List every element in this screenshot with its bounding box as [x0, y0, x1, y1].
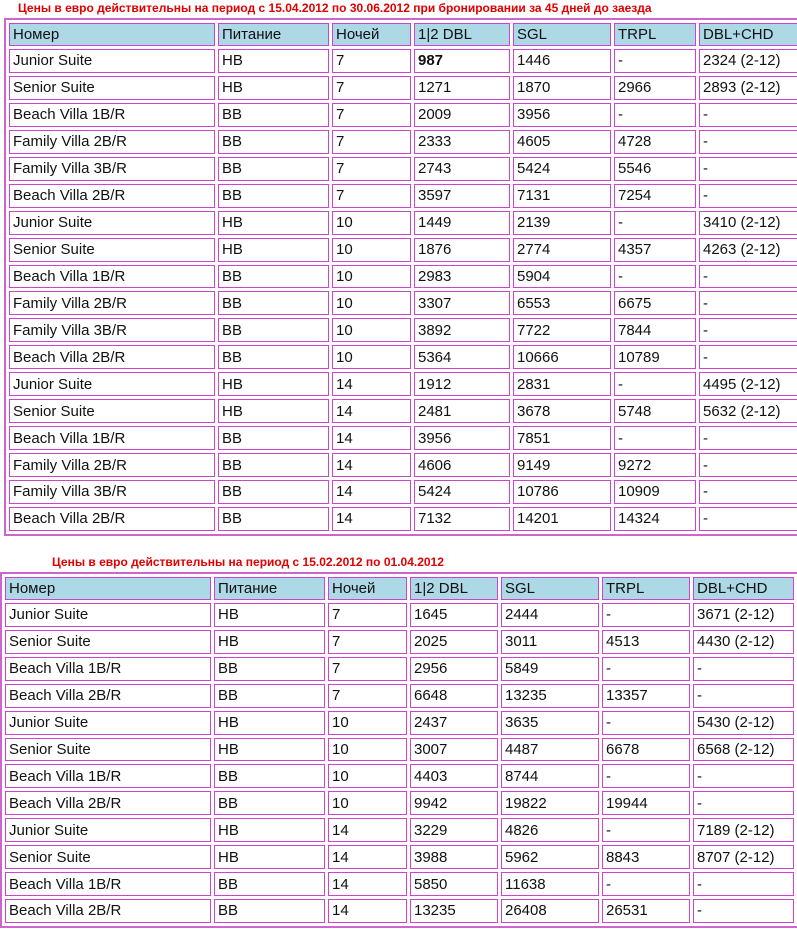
table-cell: 7189 (2-12) [693, 818, 794, 842]
table-cell: 3988 [410, 845, 498, 869]
table-cell: BB [218, 157, 329, 181]
table-cell: Beach Villa 2B/R [9, 184, 215, 208]
table-cell: 14 [328, 899, 407, 923]
table-row [9, 184, 797, 208]
table-cell: 10 [332, 238, 411, 262]
table-cell: 1645 [410, 603, 498, 627]
table-cell: Junior Suite [9, 372, 215, 396]
table-row [9, 318, 797, 342]
table-cell: - [699, 291, 797, 315]
column-header: Питание [214, 577, 325, 600]
table-cell: BB [218, 184, 329, 208]
table-cell: HB [218, 399, 329, 423]
table-row [5, 738, 794, 762]
table-row [9, 480, 797, 504]
header-row [5, 577, 794, 600]
table-cell: - [614, 49, 696, 73]
table-cell: 7 [332, 49, 411, 73]
column-header: Ночей [328, 577, 407, 600]
table-cell: 7 [332, 184, 411, 208]
table-cell: 4430 (2-12) [693, 630, 794, 654]
table-cell: 13357 [602, 684, 690, 708]
table-cell: - [699, 318, 797, 342]
table-cell: 5748 [614, 399, 696, 423]
table-cell: 987 [414, 49, 510, 73]
table-cell: HB [218, 238, 329, 262]
table-cell: HB [218, 211, 329, 235]
table-cell: 7 [328, 603, 407, 627]
table-cell: 7 [332, 130, 411, 154]
table-cell: BB [218, 507, 329, 531]
table-cell: Beach Villa 2B/R [5, 684, 211, 708]
table-cell: 14 [328, 845, 407, 869]
table-cell: 5546 [614, 157, 696, 181]
table-cell: 14 [332, 453, 411, 477]
table-cell: 5850 [410, 872, 498, 896]
table-cell: BB [214, 872, 325, 896]
column-header: TRPL [602, 577, 690, 600]
table-cell: 2966 [614, 76, 696, 100]
table-cell: 14 [332, 507, 411, 531]
table-cell: 4513 [602, 630, 690, 654]
column-header: SGL [501, 577, 599, 600]
column-header: Номер [9, 23, 215, 46]
table-cell: 14324 [614, 507, 696, 531]
table-cell: 2743 [414, 157, 510, 181]
table-cell: 6675 [614, 291, 696, 315]
table-cell: 4605 [513, 130, 611, 154]
table-cell: Junior Suite [9, 49, 215, 73]
table-cell: - [699, 103, 797, 127]
table-cell: 14 [332, 399, 411, 423]
table-cell: 5632 (2-12) [699, 399, 797, 423]
table-cell: - [614, 372, 696, 396]
table-cell: 2893 (2-12) [699, 76, 797, 100]
table-cell: 1912 [414, 372, 510, 396]
price-table-1 [4, 18, 797, 536]
table-row [9, 426, 797, 450]
table-cell: Beach Villa 2B/R [5, 791, 211, 815]
table-cell: Junior Suite [5, 818, 211, 842]
table-cell: 4403 [410, 764, 498, 788]
table-row [9, 130, 797, 154]
table-cell: Family Villa 2B/R [9, 291, 215, 315]
table-cell: HB [214, 738, 325, 762]
table-cell: BB [214, 764, 325, 788]
table-row [5, 899, 794, 923]
table-cell: Family Villa 3B/R [9, 480, 215, 504]
column-header: SGL [513, 23, 611, 46]
table-cell: Beach Villa 1B/R [9, 103, 215, 127]
table-cell: Junior Suite [5, 603, 211, 627]
table-cell: 8707 (2-12) [693, 845, 794, 869]
column-header: Ночей [332, 23, 411, 46]
table-cell: HB [214, 603, 325, 627]
table-cell: 3635 [501, 711, 599, 735]
table-cell: 2481 [414, 399, 510, 423]
table-cell: - [614, 426, 696, 450]
table-cell: HB [218, 76, 329, 100]
table-cell: 3956 [513, 103, 611, 127]
table-cell: - [699, 130, 797, 154]
table-cell: 4357 [614, 238, 696, 262]
table-cell: 1446 [513, 49, 611, 73]
table-cell: 5904 [513, 265, 611, 289]
table-cell: 14 [332, 480, 411, 504]
table-cell: 2437 [410, 711, 498, 735]
table-cell: - [693, 872, 794, 896]
table-cell: 10 [332, 265, 411, 289]
table-cell: - [602, 764, 690, 788]
table-cell: 4495 (2-12) [699, 372, 797, 396]
table-cell: 2139 [513, 211, 611, 235]
table-cell: 14 [328, 872, 407, 896]
table-cell: 1870 [513, 76, 611, 100]
table-cell: 7131 [513, 184, 611, 208]
table-row [5, 818, 794, 842]
table-cell: BB [214, 657, 325, 681]
table-cell: 7844 [614, 318, 696, 342]
table-cell: 10 [328, 791, 407, 815]
table-cell: Beach Villa 1B/R [5, 764, 211, 788]
table-cell: 5849 [501, 657, 599, 681]
table-row [9, 157, 797, 181]
table-cell: 2009 [414, 103, 510, 127]
table-cell: - [699, 157, 797, 181]
table-cell: Junior Suite [5, 711, 211, 735]
table-cell: 10 [328, 711, 407, 735]
table-cell: BB [218, 318, 329, 342]
table-cell: BB [214, 791, 325, 815]
table-row [5, 603, 794, 627]
table-cell: 4728 [614, 130, 696, 154]
table-cell: Senior Suite [9, 76, 215, 100]
table-cell: 2025 [410, 630, 498, 654]
table-cell: 2774 [513, 238, 611, 262]
table-cell: Senior Suite [5, 738, 211, 762]
table-cell: 10 [332, 211, 411, 235]
table-cell: - [614, 265, 696, 289]
table-cell: 14 [332, 372, 411, 396]
table-cell: 10909 [614, 480, 696, 504]
table-cell: - [602, 711, 690, 735]
table-row [5, 657, 794, 681]
table-cell: 26531 [602, 899, 690, 923]
table-cell: 2956 [410, 657, 498, 681]
table-cell: 14 [332, 426, 411, 450]
table-cell: Family Villa 2B/R [9, 453, 215, 477]
table-cell: Beach Villa 1B/R [9, 426, 215, 450]
table-cell: BB [218, 103, 329, 127]
table-cell: - [699, 426, 797, 450]
table-row [5, 684, 794, 708]
column-header: Номер [5, 577, 211, 600]
table1-title: Цены в евро действительны на период с 15.04.2012 по 30.06.2012 при бронировании за 45 дней до заезда [18, 1, 652, 15]
table-cell: 10 [332, 345, 411, 369]
table-cell: - [693, 764, 794, 788]
table-cell: 4826 [501, 818, 599, 842]
table-cell: BB [218, 426, 329, 450]
table-cell: 19822 [501, 791, 599, 815]
table-cell: 7722 [513, 318, 611, 342]
column-header: Питание [218, 23, 329, 46]
table-row [5, 791, 794, 815]
table-cell: - [693, 791, 794, 815]
table-row [9, 399, 797, 423]
table-cell: 13235 [501, 684, 599, 708]
table-cell: - [693, 684, 794, 708]
table-cell: 7 [328, 630, 407, 654]
table-row [5, 630, 794, 654]
table-cell: Beach Villa 1B/R [9, 265, 215, 289]
table-cell: - [699, 265, 797, 289]
column-header: 1|2 DBL [414, 23, 510, 46]
table-cell: HB [214, 818, 325, 842]
table-cell: 7 [328, 684, 407, 708]
table-cell: 2983 [414, 265, 510, 289]
table-row [9, 103, 797, 127]
table-cell: Senior Suite [5, 845, 211, 869]
table-cell: 4606 [414, 453, 510, 477]
table-cell: 5962 [501, 845, 599, 869]
column-header: 1|2 DBL [410, 577, 498, 600]
table-cell: 7254 [614, 184, 696, 208]
table-cell: BB [218, 345, 329, 369]
table-cell: 10786 [513, 480, 611, 504]
table-cell: Senior Suite [5, 630, 211, 654]
table-cell: 3307 [414, 291, 510, 315]
table-cell: 5424 [513, 157, 611, 181]
table-cell: 5424 [414, 480, 510, 504]
table-cell: 3229 [410, 818, 498, 842]
table-cell: - [699, 453, 797, 477]
table-cell: 5364 [414, 345, 510, 369]
table-row [9, 49, 797, 73]
table-cell: 3892 [414, 318, 510, 342]
table-cell: 7 [332, 157, 411, 181]
table-cell: - [614, 103, 696, 127]
column-header: TRPL [614, 23, 696, 46]
table-cell: Beach Villa 2B/R [9, 507, 215, 531]
header-row [9, 23, 797, 46]
column-header: DBL+CHD [699, 23, 797, 46]
table-cell: - [602, 603, 690, 627]
table-cell: 1271 [414, 76, 510, 100]
table-cell: 9272 [614, 453, 696, 477]
table-cell: 14 [328, 818, 407, 842]
table-cell: Senior Suite [9, 399, 215, 423]
table-cell: 19944 [602, 791, 690, 815]
table-cell: Senior Suite [9, 238, 215, 262]
table-cell: 10 [332, 291, 411, 315]
column-header: DBL+CHD [693, 577, 794, 600]
table-cell: Family Villa 2B/R [9, 130, 215, 154]
table-cell: 5430 (2-12) [693, 711, 794, 735]
table-cell: HB [218, 49, 329, 73]
table-cell: - [602, 657, 690, 681]
table-cell: - [602, 872, 690, 896]
table-cell: 1876 [414, 238, 510, 262]
table-row [9, 211, 797, 235]
table-cell: 3671 (2-12) [693, 603, 794, 627]
table-cell: 4487 [501, 738, 599, 762]
table-cell: 7851 [513, 426, 611, 450]
table-cell: - [693, 657, 794, 681]
table-cell: 14201 [513, 507, 611, 531]
table-cell: 7132 [414, 507, 510, 531]
table-row [9, 453, 797, 477]
table-cell: 3597 [414, 184, 510, 208]
table-cell: BB [218, 291, 329, 315]
table-cell: Beach Villa 1B/R [5, 872, 211, 896]
table-cell: BB [214, 899, 325, 923]
table-cell: HB [214, 711, 325, 735]
table-cell: 3956 [414, 426, 510, 450]
price-table-2 [0, 572, 797, 928]
table-cell: BB [218, 480, 329, 504]
table-row [9, 76, 797, 100]
table-row [9, 345, 797, 369]
table-cell: 7 [332, 76, 411, 100]
table-cell: 13235 [410, 899, 498, 923]
table-cell: 2444 [501, 603, 599, 627]
table-cell: - [614, 211, 696, 235]
table-cell: 9149 [513, 453, 611, 477]
table-cell: 10 [328, 738, 407, 762]
table-cell: 6678 [602, 738, 690, 762]
table-cell: - [699, 507, 797, 531]
table-row [5, 711, 794, 735]
table2-title: Цены в евро действительны на период с 15.02.2012 по 01.04.2012 [52, 555, 444, 569]
table-row [5, 764, 794, 788]
table-cell: - [699, 345, 797, 369]
table-cell: HB [214, 845, 325, 869]
table-cell: 10 [328, 764, 407, 788]
table-cell: - [693, 899, 794, 923]
table-cell: 6648 [410, 684, 498, 708]
table-cell: 2333 [414, 130, 510, 154]
table-cell: 8744 [501, 764, 599, 788]
table-cell: Family Villa 3B/R [9, 318, 215, 342]
table-cell: Beach Villa 2B/R [9, 345, 215, 369]
table-cell: BB [218, 130, 329, 154]
table-row [9, 265, 797, 289]
table-cell: - [699, 184, 797, 208]
table-cell: 10 [332, 318, 411, 342]
table-cell: - [602, 818, 690, 842]
table-cell: 2831 [513, 372, 611, 396]
table-cell: HB [214, 630, 325, 654]
table-cell: 2324 (2-12) [699, 49, 797, 73]
table-cell: 10789 [614, 345, 696, 369]
table-cell: 10666 [513, 345, 611, 369]
table-cell: 3007 [410, 738, 498, 762]
table-cell: Junior Suite [9, 211, 215, 235]
table-cell: HB [218, 372, 329, 396]
table-cell: - [699, 480, 797, 504]
table-cell: 11638 [501, 872, 599, 896]
table-cell: 3011 [501, 630, 599, 654]
table-cell: 8843 [602, 845, 690, 869]
table-row [9, 507, 797, 531]
table-cell: Family Villa 3B/R [9, 157, 215, 181]
table-cell: 9942 [410, 791, 498, 815]
table-cell: 6553 [513, 291, 611, 315]
table-cell: 6568 (2-12) [693, 738, 794, 762]
table-row [9, 238, 797, 262]
table-row [5, 845, 794, 869]
table-cell: 3678 [513, 399, 611, 423]
table-cell: 4263 (2-12) [699, 238, 797, 262]
table-cell: 7 [328, 657, 407, 681]
table-cell: Beach Villa 2B/R [5, 899, 211, 923]
table-row [9, 372, 797, 396]
table-cell: 7 [332, 103, 411, 127]
table-row [9, 291, 797, 315]
table-cell: 1449 [414, 211, 510, 235]
table-cell: BB [218, 265, 329, 289]
table-cell: BB [218, 453, 329, 477]
table-cell: 3410 (2-12) [699, 211, 797, 235]
table-row [5, 872, 794, 896]
table-cell: Beach Villa 1B/R [5, 657, 211, 681]
table-cell: BB [214, 684, 325, 708]
table-cell: 26408 [501, 899, 599, 923]
